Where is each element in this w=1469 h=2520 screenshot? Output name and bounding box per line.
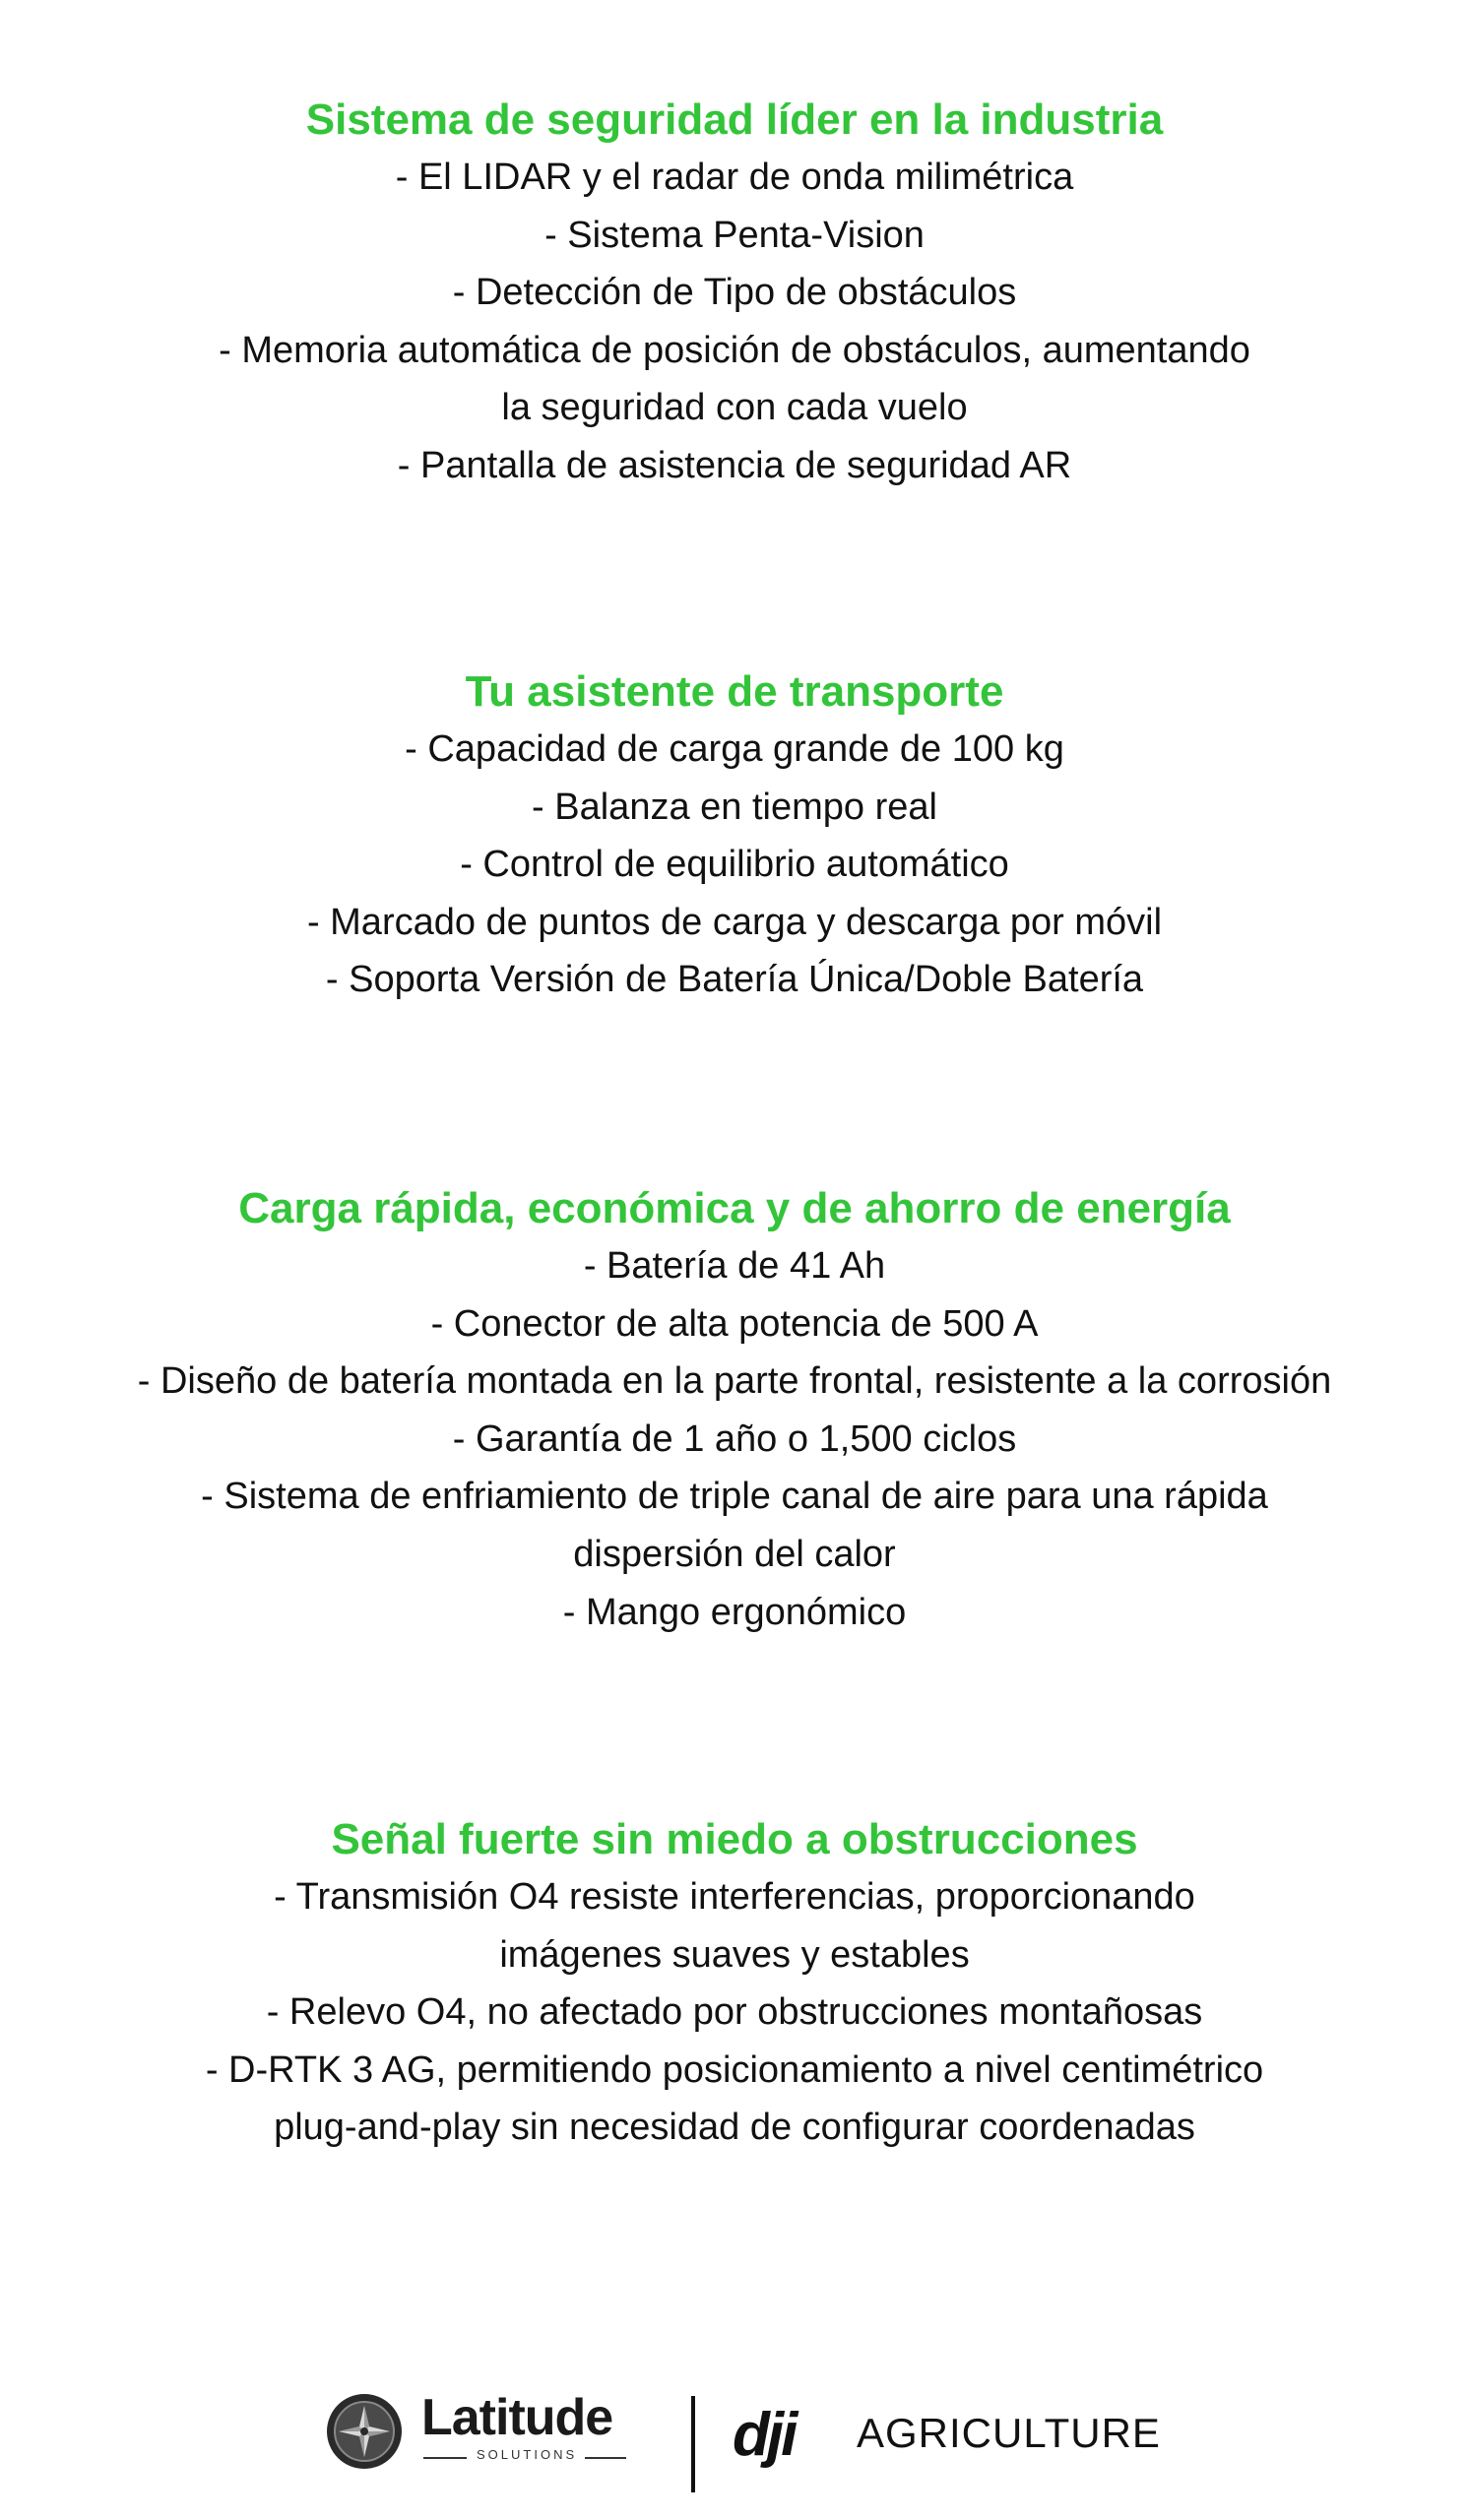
section-line: - Capacidad de carga grande de 100 kg	[405, 728, 1064, 770]
latitude-rule-right	[585, 2457, 626, 2459]
section-title: Carga rápida, económica y de ahorro de energía	[238, 1184, 1231, 1232]
latitude-rule-left	[423, 2457, 467, 2459]
section-line: - Memoria automática de posición de obstáculos, aumentando	[219, 329, 1250, 371]
section-line: - Mango ergonómico	[562, 1591, 907, 1633]
section-line: la seguridad con cada vuelo	[501, 387, 968, 429]
section-line: - Sistema de enfriamiento de triple canal de aire para una rápida	[201, 1476, 1268, 1518]
section-line: dispersión del calor	[573, 1533, 896, 1575]
footer-logos	[0, 2382, 1469, 2490]
section-line: - Pantalla de asistencia de seguridad AR	[397, 444, 1072, 486]
agriculture-label: AGRICULTURE	[857, 2410, 1161, 2456]
section-title: Señal fuerte sin miedo a obstrucciones	[331, 1815, 1138, 1863]
section-safety	[0, 92, 1469, 495]
section-line: - D-RTK 3 AG, permitiendo posicionamiento a nivel centimétrico	[205, 2048, 1264, 2091]
latitude-brand-subtitle: SOLUTIONS	[477, 2447, 578, 2462]
section-line: - Garantía de 1 año o 1,500 ciclos	[452, 1418, 1017, 1460]
section-line: - Marcado de puntos de carga y descarga por móvil	[306, 901, 1163, 943]
section-transport	[0, 663, 1469, 1009]
section-line: - El LIDAR y el radar de onda milimétrica	[395, 157, 1074, 198]
section-line: - Conector de alta potencia de 500 A	[430, 1302, 1039, 1345]
section-title: Tu asistente de transporte	[465, 667, 1004, 716]
section-line: - Soporta Versión de Batería Única/Doble Batería	[325, 959, 1144, 1001]
logo-divider	[691, 2396, 695, 2492]
section-line: - Diseño de batería montada en la parte frontal, resistente a la corrosión	[137, 1360, 1332, 1403]
latitude-compass-logo-icon	[325, 2392, 404, 2471]
dji-brand-name: dji	[733, 2401, 796, 2469]
section-charging	[0, 1180, 1469, 1641]
section-line: - Detección de Tipo de obstáculos	[452, 272, 1017, 314]
section-signal	[0, 1811, 1469, 2157]
section-title: Sistema de seguridad líder en la industria	[305, 95, 1164, 144]
section-line: - Control de equilibrio automático	[460, 844, 1009, 886]
section-line: - Relevo O4, no afectado por obstrucciones montañosas	[266, 1991, 1203, 2034]
section-line: - Batería de 41 Ah	[583, 1245, 886, 1287]
section-line: plug-and-play sin necesidad de configurar coordenadas	[274, 2107, 1195, 2149]
section-line: - Sistema Penta-Vision	[544, 214, 925, 256]
latitude-brand-name: Latitude	[421, 2389, 613, 2446]
section-line: - Transmisión O4 resiste interferencias, proporcionando	[274, 1876, 1195, 1918]
section-line: - Balanza en tiempo real	[532, 786, 937, 828]
section-line: imágenes suaves y estables	[499, 1933, 970, 1976]
